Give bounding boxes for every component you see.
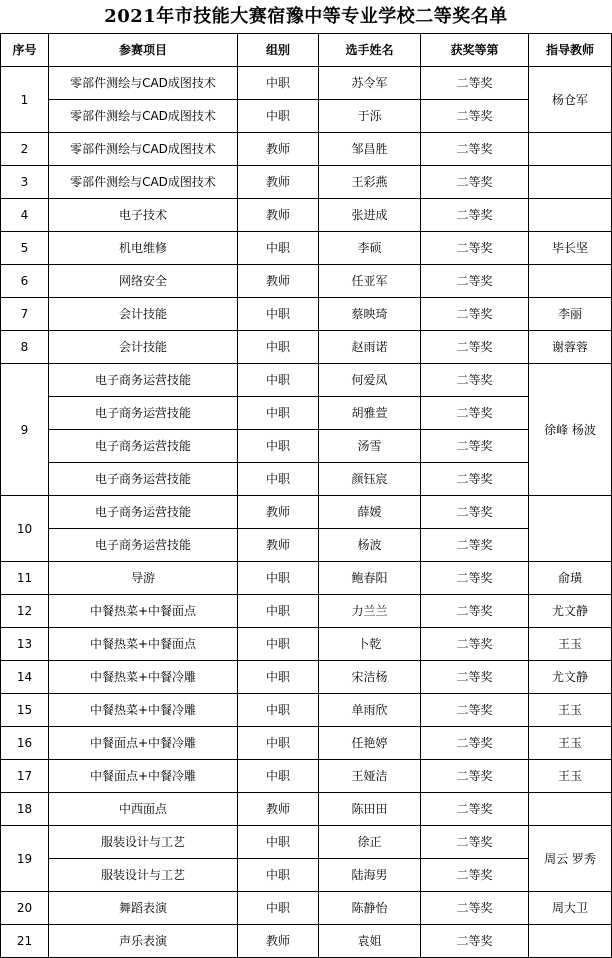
cell-no: 3 xyxy=(1,166,49,199)
cell-name: 力兰兰 xyxy=(319,595,421,628)
table-row xyxy=(1,364,612,397)
cell-group: 中职 xyxy=(238,232,319,265)
cell-award: 二等奖 xyxy=(421,760,529,793)
cell-name: 陈静怡 xyxy=(319,892,421,925)
cell-group: 中职 xyxy=(238,760,319,793)
cell-teacher: 毕长坚 xyxy=(529,232,612,265)
cell-award: 二等奖 xyxy=(421,529,529,562)
header-teacher: 指导教师 xyxy=(529,34,612,67)
cell-name: 宋洁杨 xyxy=(319,661,421,694)
cell-award: 二等奖 xyxy=(421,67,529,100)
page-title: 2021年市技能大赛宿豫中等专业学校二等奖名单 xyxy=(104,6,508,27)
cell-award: 二等奖 xyxy=(421,595,529,628)
cell-no: 2 xyxy=(1,133,49,166)
cell-project: 声乐表演 xyxy=(49,925,238,958)
cell-name: 颜钰宸 xyxy=(319,463,421,496)
cell-project: 电子商务运营技能 xyxy=(49,397,238,430)
cell-award: 二等奖 xyxy=(421,232,529,265)
cell-project: 零部件测绘与CAD成图技术 xyxy=(49,100,238,133)
cell-project: 电子商务运营技能 xyxy=(49,463,238,496)
cell-award: 二等奖 xyxy=(421,100,529,133)
cell-name: 任艳婷 xyxy=(319,727,421,760)
cell-project: 零部件测绘与CAD成图技术 xyxy=(49,67,238,100)
cell-name: 任亚军 xyxy=(319,265,421,298)
cell-project: 服装设计与工艺 xyxy=(49,826,238,859)
table-row xyxy=(1,232,612,265)
cell-teacher xyxy=(529,793,612,826)
table-row xyxy=(1,859,612,892)
cell-name: 王彩燕 xyxy=(319,166,421,199)
cell-name: 卜乾 xyxy=(319,628,421,661)
cell-no: 18 xyxy=(1,793,49,826)
cell-group: 中职 xyxy=(238,727,319,760)
table-row xyxy=(1,694,612,727)
cell-teacher xyxy=(529,925,612,958)
cell-project: 机电维修 xyxy=(49,232,238,265)
cell-teacher: 杨仓军 xyxy=(529,67,612,133)
cell-no: 7 xyxy=(1,298,49,331)
header-project: 参赛项目 xyxy=(49,34,238,67)
table-row xyxy=(1,793,612,826)
cell-name: 蔡映琦 xyxy=(319,298,421,331)
table-row xyxy=(1,397,612,430)
cell-group: 中职 xyxy=(238,298,319,331)
cell-project: 中餐面点+中餐冷雕 xyxy=(49,760,238,793)
header-row xyxy=(1,34,612,67)
cell-group: 中职 xyxy=(238,628,319,661)
table-row xyxy=(1,331,612,364)
cell-no: 16 xyxy=(1,727,49,760)
cell-group: 教师 xyxy=(238,793,319,826)
cell-teacher: 周云 罗秀 xyxy=(529,826,612,892)
cell-award: 二等奖 xyxy=(421,133,529,166)
cell-name: 邹昌胜 xyxy=(319,133,421,166)
cell-award: 二等奖 xyxy=(421,496,529,529)
table-row xyxy=(1,100,612,133)
cell-group: 中职 xyxy=(238,397,319,430)
cell-no: 21 xyxy=(1,925,49,958)
cell-teacher: 徐峰 杨波 xyxy=(529,364,612,496)
table-row xyxy=(1,826,612,859)
table-body xyxy=(1,67,612,958)
table-row xyxy=(1,133,612,166)
cell-project: 会计技能 xyxy=(49,298,238,331)
cell-project: 电子技术 xyxy=(49,199,238,232)
cell-project: 网络安全 xyxy=(49,265,238,298)
cell-group: 中职 xyxy=(238,859,319,892)
cell-name: 张进成 xyxy=(319,199,421,232)
cell-group: 中职 xyxy=(238,463,319,496)
cell-award: 二等奖 xyxy=(421,826,529,859)
cell-name: 薛媛 xyxy=(319,496,421,529)
cell-award: 二等奖 xyxy=(421,166,529,199)
header-award: 获奖等第 xyxy=(421,34,529,67)
cell-name: 汤雪 xyxy=(319,430,421,463)
cell-no: 5 xyxy=(1,232,49,265)
cell-group: 中职 xyxy=(238,100,319,133)
cell-teacher xyxy=(529,199,612,232)
table-row xyxy=(1,496,612,529)
cell-name: 苏令军 xyxy=(319,67,421,100)
cell-group: 教师 xyxy=(238,199,319,232)
cell-group: 中职 xyxy=(238,430,319,463)
cell-award: 二等奖 xyxy=(421,562,529,595)
cell-group: 教师 xyxy=(238,166,319,199)
cell-name: 袁姐 xyxy=(319,925,421,958)
cell-project: 中餐热菜+中餐面点 xyxy=(49,595,238,628)
cell-name: 杨波 xyxy=(319,529,421,562)
cell-name: 李硕 xyxy=(319,232,421,265)
table-row xyxy=(1,727,612,760)
cell-project: 电子商务运营技能 xyxy=(49,364,238,397)
table-row xyxy=(1,67,612,100)
cell-name: 单雨欣 xyxy=(319,694,421,727)
cell-award: 二等奖 xyxy=(421,265,529,298)
cell-award: 二等奖 xyxy=(421,694,529,727)
cell-name: 赵雨诺 xyxy=(319,331,421,364)
cell-group: 教师 xyxy=(238,265,319,298)
cell-project: 中餐热菜+中餐冷雕 xyxy=(49,661,238,694)
cell-group: 教师 xyxy=(238,925,319,958)
cell-no: 4 xyxy=(1,199,49,232)
table-row xyxy=(1,529,612,562)
cell-teacher xyxy=(529,496,612,562)
cell-name: 陈田田 xyxy=(319,793,421,826)
table-row xyxy=(1,430,612,463)
cell-name: 王娅洁 xyxy=(319,760,421,793)
cell-project: 中餐面点+中餐冷雕 xyxy=(49,727,238,760)
cell-teacher xyxy=(529,166,612,199)
cell-name: 何爱凤 xyxy=(319,364,421,397)
cell-project: 中西面点 xyxy=(49,793,238,826)
cell-group: 中职 xyxy=(238,364,319,397)
cell-group: 中职 xyxy=(238,661,319,694)
cell-teacher: 李丽 xyxy=(529,298,612,331)
cell-no: 14 xyxy=(1,661,49,694)
cell-teacher: 王玉 xyxy=(529,727,612,760)
cell-project: 电子商务运营技能 xyxy=(49,496,238,529)
cell-no: 11 xyxy=(1,562,49,595)
cell-no: 20 xyxy=(1,892,49,925)
table-row xyxy=(1,925,612,958)
cell-project: 会计技能 xyxy=(49,331,238,364)
cell-no: 10 xyxy=(1,496,49,562)
cell-project: 导游 xyxy=(49,562,238,595)
cell-project: 电子商务运营技能 xyxy=(49,529,238,562)
cell-no: 19 xyxy=(1,826,49,892)
cell-name: 胡雅萱 xyxy=(319,397,421,430)
cell-name: 鲍春阳 xyxy=(319,562,421,595)
table-row xyxy=(1,463,612,496)
cell-name: 徐正 xyxy=(319,826,421,859)
cell-no: 15 xyxy=(1,694,49,727)
cell-no: 1 xyxy=(1,67,49,133)
cell-teacher: 王玉 xyxy=(529,694,612,727)
cell-project: 零部件测绘与CAD成图技术 xyxy=(49,166,238,199)
cell-group: 中职 xyxy=(238,694,319,727)
cell-project: 服装设计与工艺 xyxy=(49,859,238,892)
cell-no: 9 xyxy=(1,364,49,496)
cell-award: 二等奖 xyxy=(421,199,529,232)
cell-project: 中餐热菜+中餐面点 xyxy=(49,628,238,661)
cell-teacher: 俞璜 xyxy=(529,562,612,595)
cell-teacher: 王玉 xyxy=(529,628,612,661)
cell-group: 中职 xyxy=(238,892,319,925)
award-table xyxy=(0,33,612,958)
cell-name: 陆海男 xyxy=(319,859,421,892)
cell-teacher: 尤文静 xyxy=(529,595,612,628)
table-row xyxy=(1,760,612,793)
cell-award: 二等奖 xyxy=(421,298,529,331)
cell-award: 二等奖 xyxy=(421,463,529,496)
cell-no: 17 xyxy=(1,760,49,793)
cell-project: 中餐热菜+中餐冷雕 xyxy=(49,694,238,727)
cell-group: 中职 xyxy=(238,826,319,859)
header-group: 组别 xyxy=(238,34,319,67)
table-row xyxy=(1,166,612,199)
cell-teacher: 周大卫 xyxy=(529,892,612,925)
cell-group: 中职 xyxy=(238,331,319,364)
cell-teacher: 尤文静 xyxy=(529,661,612,694)
cell-award: 二等奖 xyxy=(421,364,529,397)
cell-no: 13 xyxy=(1,628,49,661)
cell-project: 零部件测绘与CAD成图技术 xyxy=(49,133,238,166)
cell-group: 中职 xyxy=(238,595,319,628)
cell-group: 中职 xyxy=(238,562,319,595)
cell-award: 二等奖 xyxy=(421,727,529,760)
cell-teacher xyxy=(529,265,612,298)
cell-award: 二等奖 xyxy=(421,793,529,826)
cell-teacher: 王玉 xyxy=(529,760,612,793)
header-name: 选手姓名 xyxy=(319,34,421,67)
cell-award: 二等奖 xyxy=(421,331,529,364)
cell-group: 中职 xyxy=(238,67,319,100)
cell-name: 于泺 xyxy=(319,100,421,133)
cell-group: 教师 xyxy=(238,496,319,529)
cell-teacher xyxy=(529,133,612,166)
cell-award: 二等奖 xyxy=(421,859,529,892)
table-row xyxy=(1,199,612,232)
cell-award: 二等奖 xyxy=(421,430,529,463)
cell-teacher: 谢蓉蓉 xyxy=(529,331,612,364)
header-no: 序号 xyxy=(1,34,49,67)
table-row xyxy=(1,298,612,331)
cell-no: 8 xyxy=(1,331,49,364)
cell-award: 二等奖 xyxy=(421,892,529,925)
cell-award: 二等奖 xyxy=(421,628,529,661)
cell-group: 教师 xyxy=(238,529,319,562)
cell-award: 二等奖 xyxy=(421,925,529,958)
table-row xyxy=(1,628,612,661)
cell-no: 12 xyxy=(1,595,49,628)
table-row xyxy=(1,661,612,694)
cell-project: 舞蹈表演 xyxy=(49,892,238,925)
cell-no: 6 xyxy=(1,265,49,298)
cell-group: 教师 xyxy=(238,133,319,166)
table-row xyxy=(1,562,612,595)
cell-award: 二等奖 xyxy=(421,397,529,430)
table-row xyxy=(1,892,612,925)
cell-project: 电子商务运营技能 xyxy=(49,430,238,463)
table-row xyxy=(1,265,612,298)
table-row xyxy=(1,595,612,628)
cell-award: 二等奖 xyxy=(421,661,529,694)
